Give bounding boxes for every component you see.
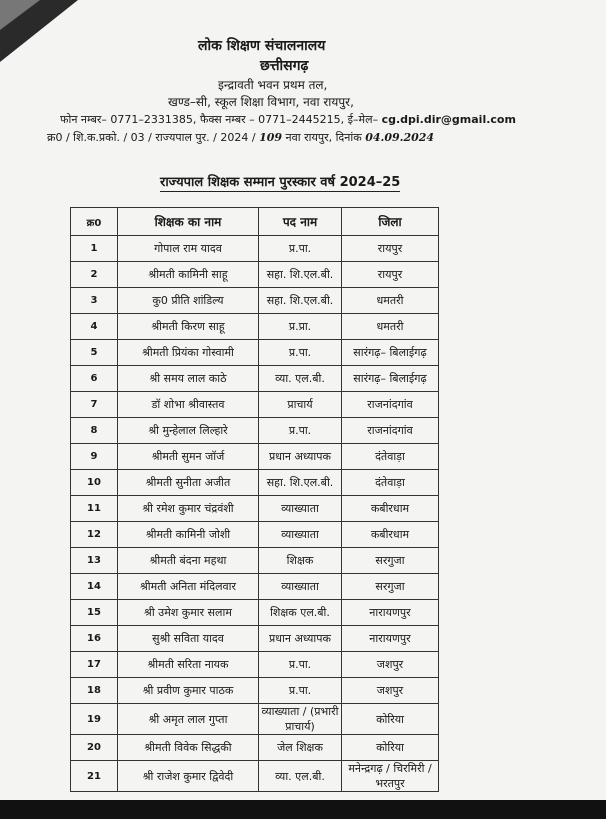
row-teacher-name: श्री उमेश कुमार सलाम bbox=[118, 600, 259, 626]
row-district: सारंगढ़– बिलाईगढ़ bbox=[342, 340, 439, 366]
row-post: प्र.पा. bbox=[259, 678, 342, 704]
row-district: कोरिया bbox=[342, 704, 439, 735]
row-serial: 15 bbox=[71, 600, 118, 626]
table-row bbox=[71, 288, 439, 314]
page-fold-highlight bbox=[0, 0, 40, 30]
row-serial: 19 bbox=[71, 704, 118, 735]
row-post: जेल शिक्षक bbox=[259, 735, 342, 761]
row-district: राजनांदगांव bbox=[342, 392, 439, 418]
row-teacher-name: श्री राजेश कुमार द्विवेदी bbox=[118, 761, 259, 792]
row-post: प्र.प्रा. bbox=[259, 314, 342, 340]
phone-fax-text: फोन नम्बर– 0771–2331385, फैक्स नम्बर – 0771–2445215, ई–मेल– bbox=[60, 113, 382, 126]
row-teacher-name: श्रीमती अनिता मंदिलवार bbox=[118, 574, 259, 600]
row-post: व्या. एल.बी. bbox=[259, 366, 342, 392]
table-row bbox=[71, 418, 439, 444]
row-serial: 21 bbox=[71, 761, 118, 792]
table-row bbox=[71, 444, 439, 470]
row-teacher-name: श्रीमती किरण साहू bbox=[118, 314, 259, 340]
table-row bbox=[71, 496, 439, 522]
row-teacher-name: सुश्री सविता यादव bbox=[118, 626, 259, 652]
row-serial: 10 bbox=[71, 470, 118, 496]
row-serial: 5 bbox=[71, 340, 118, 366]
row-teacher-name: श्री मुन्हेलाल लिल्हारे bbox=[118, 418, 259, 444]
row-teacher-name: श्री प्रवीण कुमार पाठक bbox=[118, 678, 259, 704]
row-serial: 18 bbox=[71, 678, 118, 704]
row-district: कबीरधाम bbox=[342, 496, 439, 522]
row-serial: 20 bbox=[71, 735, 118, 761]
row-district: कोरिया bbox=[342, 735, 439, 761]
row-post: सहा. शि.एल.बी. bbox=[259, 470, 342, 496]
table-row bbox=[71, 678, 439, 704]
row-post: व्याख्याता / (प्रभारी प्राचार्य) bbox=[259, 704, 342, 735]
awardee-table bbox=[70, 207, 439, 792]
row-teacher-name: श्रीमती प्रियंका गोस्वामी bbox=[118, 340, 259, 366]
row-district: जशपुर bbox=[342, 652, 439, 678]
table-row bbox=[71, 340, 439, 366]
row-district: नारायणपुर bbox=[342, 600, 439, 626]
table-row bbox=[71, 652, 439, 678]
reference-date: 04.09.2024 bbox=[365, 131, 435, 144]
address-line-2: खण्ड–सी, स्कूल शिक्षा विभाग, नवा रायपुर, bbox=[168, 95, 354, 109]
row-serial: 9 bbox=[71, 444, 118, 470]
row-teacher-name: श्रीमती सुनीता अजीत bbox=[118, 470, 259, 496]
row-teacher-name: श्री रमेश कुमार चंद्रवंशी bbox=[118, 496, 259, 522]
document-title: राज्यपाल शिक्षक सम्मान पुरस्कार वर्ष 2024–25 bbox=[160, 172, 400, 192]
table-row bbox=[71, 236, 439, 262]
row-serial: 4 bbox=[71, 314, 118, 340]
address-line-1: इन्द्रावती भवन प्रथम तल, bbox=[218, 78, 328, 92]
row-post: सहा. शि.एल.बी. bbox=[259, 262, 342, 288]
row-district: रायपुर bbox=[342, 262, 439, 288]
header-post: पद नाम bbox=[259, 208, 342, 236]
row-district: नारायणपुर bbox=[342, 626, 439, 652]
row-post: सहा. शि.एल.बी. bbox=[259, 288, 342, 314]
header-name: शिक्षक का नाम bbox=[118, 208, 259, 236]
header-serial: क्र0 bbox=[71, 208, 118, 236]
row-district: सरगुजा bbox=[342, 548, 439, 574]
table-row bbox=[71, 600, 439, 626]
row-district: जशपुर bbox=[342, 678, 439, 704]
email-address: cg.dpi.dir@gmail.com bbox=[381, 113, 516, 126]
row-serial: 13 bbox=[71, 548, 118, 574]
row-teacher-name: श्री समय लाल काठे bbox=[118, 366, 259, 392]
row-serial: 8 bbox=[71, 418, 118, 444]
row-post: प्र.पा. bbox=[259, 340, 342, 366]
table-row bbox=[71, 626, 439, 652]
scan-bottom-edge bbox=[0, 800, 606, 819]
row-post: प्र.पा. bbox=[259, 236, 342, 262]
row-teacher-name: श्रीमती विवेक सिद्धकी bbox=[118, 735, 259, 761]
row-serial: 2 bbox=[71, 262, 118, 288]
row-serial: 14 bbox=[71, 574, 118, 600]
table-row bbox=[71, 470, 439, 496]
row-post: प्रधान अध्यापक bbox=[259, 444, 342, 470]
table-row bbox=[71, 366, 439, 392]
table-row bbox=[71, 548, 439, 574]
row-serial: 1 bbox=[71, 236, 118, 262]
table-row bbox=[71, 392, 439, 418]
row-district: कबीरधाम bbox=[342, 522, 439, 548]
row-teacher-name: श्रीमती कामिनी जोशी bbox=[118, 522, 259, 548]
row-teacher-name: गोपाल राम यादव bbox=[118, 236, 259, 262]
row-post: व्याख्याता bbox=[259, 522, 342, 548]
row-teacher-name: श्री अमृत लाल गुप्ता bbox=[118, 704, 259, 735]
department-name: लोक शिक्षण संचालनालय bbox=[198, 38, 326, 54]
row-district: सरगुजा bbox=[342, 574, 439, 600]
row-district: धमतरी bbox=[342, 314, 439, 340]
row-teacher-name: श्रीमती बंदना महथा bbox=[118, 548, 259, 574]
table-row bbox=[71, 735, 439, 761]
table-header-row bbox=[71, 208, 439, 236]
row-district: राजनांदगांव bbox=[342, 418, 439, 444]
table-row bbox=[71, 262, 439, 288]
row-teacher-name: श्रीमती सरिता नायक bbox=[118, 652, 259, 678]
table-row bbox=[71, 761, 439, 792]
header-district: जिला bbox=[342, 208, 439, 236]
table-row bbox=[71, 704, 439, 735]
table-row bbox=[71, 574, 439, 600]
row-post: व्याख्याता bbox=[259, 574, 342, 600]
row-serial: 6 bbox=[71, 366, 118, 392]
table-row bbox=[71, 314, 439, 340]
row-serial: 11 bbox=[71, 496, 118, 522]
contact-line bbox=[60, 112, 516, 127]
row-serial: 3 bbox=[71, 288, 118, 314]
row-district: दंतेवाड़ा bbox=[342, 444, 439, 470]
row-teacher-name: कु0 प्रीति शांडिल्य bbox=[118, 288, 259, 314]
row-district: सारंगढ़– बिलाईगढ़ bbox=[342, 366, 439, 392]
row-post: व्याख्याता bbox=[259, 496, 342, 522]
row-post: व्या. एल.बी. bbox=[259, 761, 342, 792]
row-serial: 7 bbox=[71, 392, 118, 418]
row-post: शिक्षक bbox=[259, 548, 342, 574]
row-serial: 12 bbox=[71, 522, 118, 548]
reference-prefix: क्र0 / शि.क.प्रको. / 03 / राज्यपाल पुर. / 2024 / bbox=[47, 131, 256, 144]
row-district: मनेन्द्रगढ़ / चिरमिरी / भरतपुर bbox=[342, 761, 439, 792]
row-district: रायपुर bbox=[342, 236, 439, 262]
row-post: प्रधान अध्यापक bbox=[259, 626, 342, 652]
table-body bbox=[71, 236, 439, 792]
state-name: छत्तीसगढ़ bbox=[260, 58, 309, 74]
row-serial: 17 bbox=[71, 652, 118, 678]
row-teacher-name: डॉ शोभा श्रीवास्तव bbox=[118, 392, 259, 418]
row-teacher-name: श्रीमती कामिनी साहू bbox=[118, 262, 259, 288]
reference-line bbox=[47, 130, 434, 145]
reference-place: नवा रायपुर, दिनांक bbox=[285, 131, 362, 144]
row-serial: 16 bbox=[71, 626, 118, 652]
table-row bbox=[71, 522, 439, 548]
row-district: धमतरी bbox=[342, 288, 439, 314]
row-post: प्राचार्य bbox=[259, 392, 342, 418]
row-post: शिक्षक एल.बी. bbox=[259, 600, 342, 626]
row-teacher-name: श्रीमती सुमन जॉर्ज bbox=[118, 444, 259, 470]
row-district: दंतेवाड़ा bbox=[342, 470, 439, 496]
row-post: प्र.पा. bbox=[259, 418, 342, 444]
row-post: प्र.पा. bbox=[259, 652, 342, 678]
reference-number: 109 bbox=[259, 131, 283, 144]
